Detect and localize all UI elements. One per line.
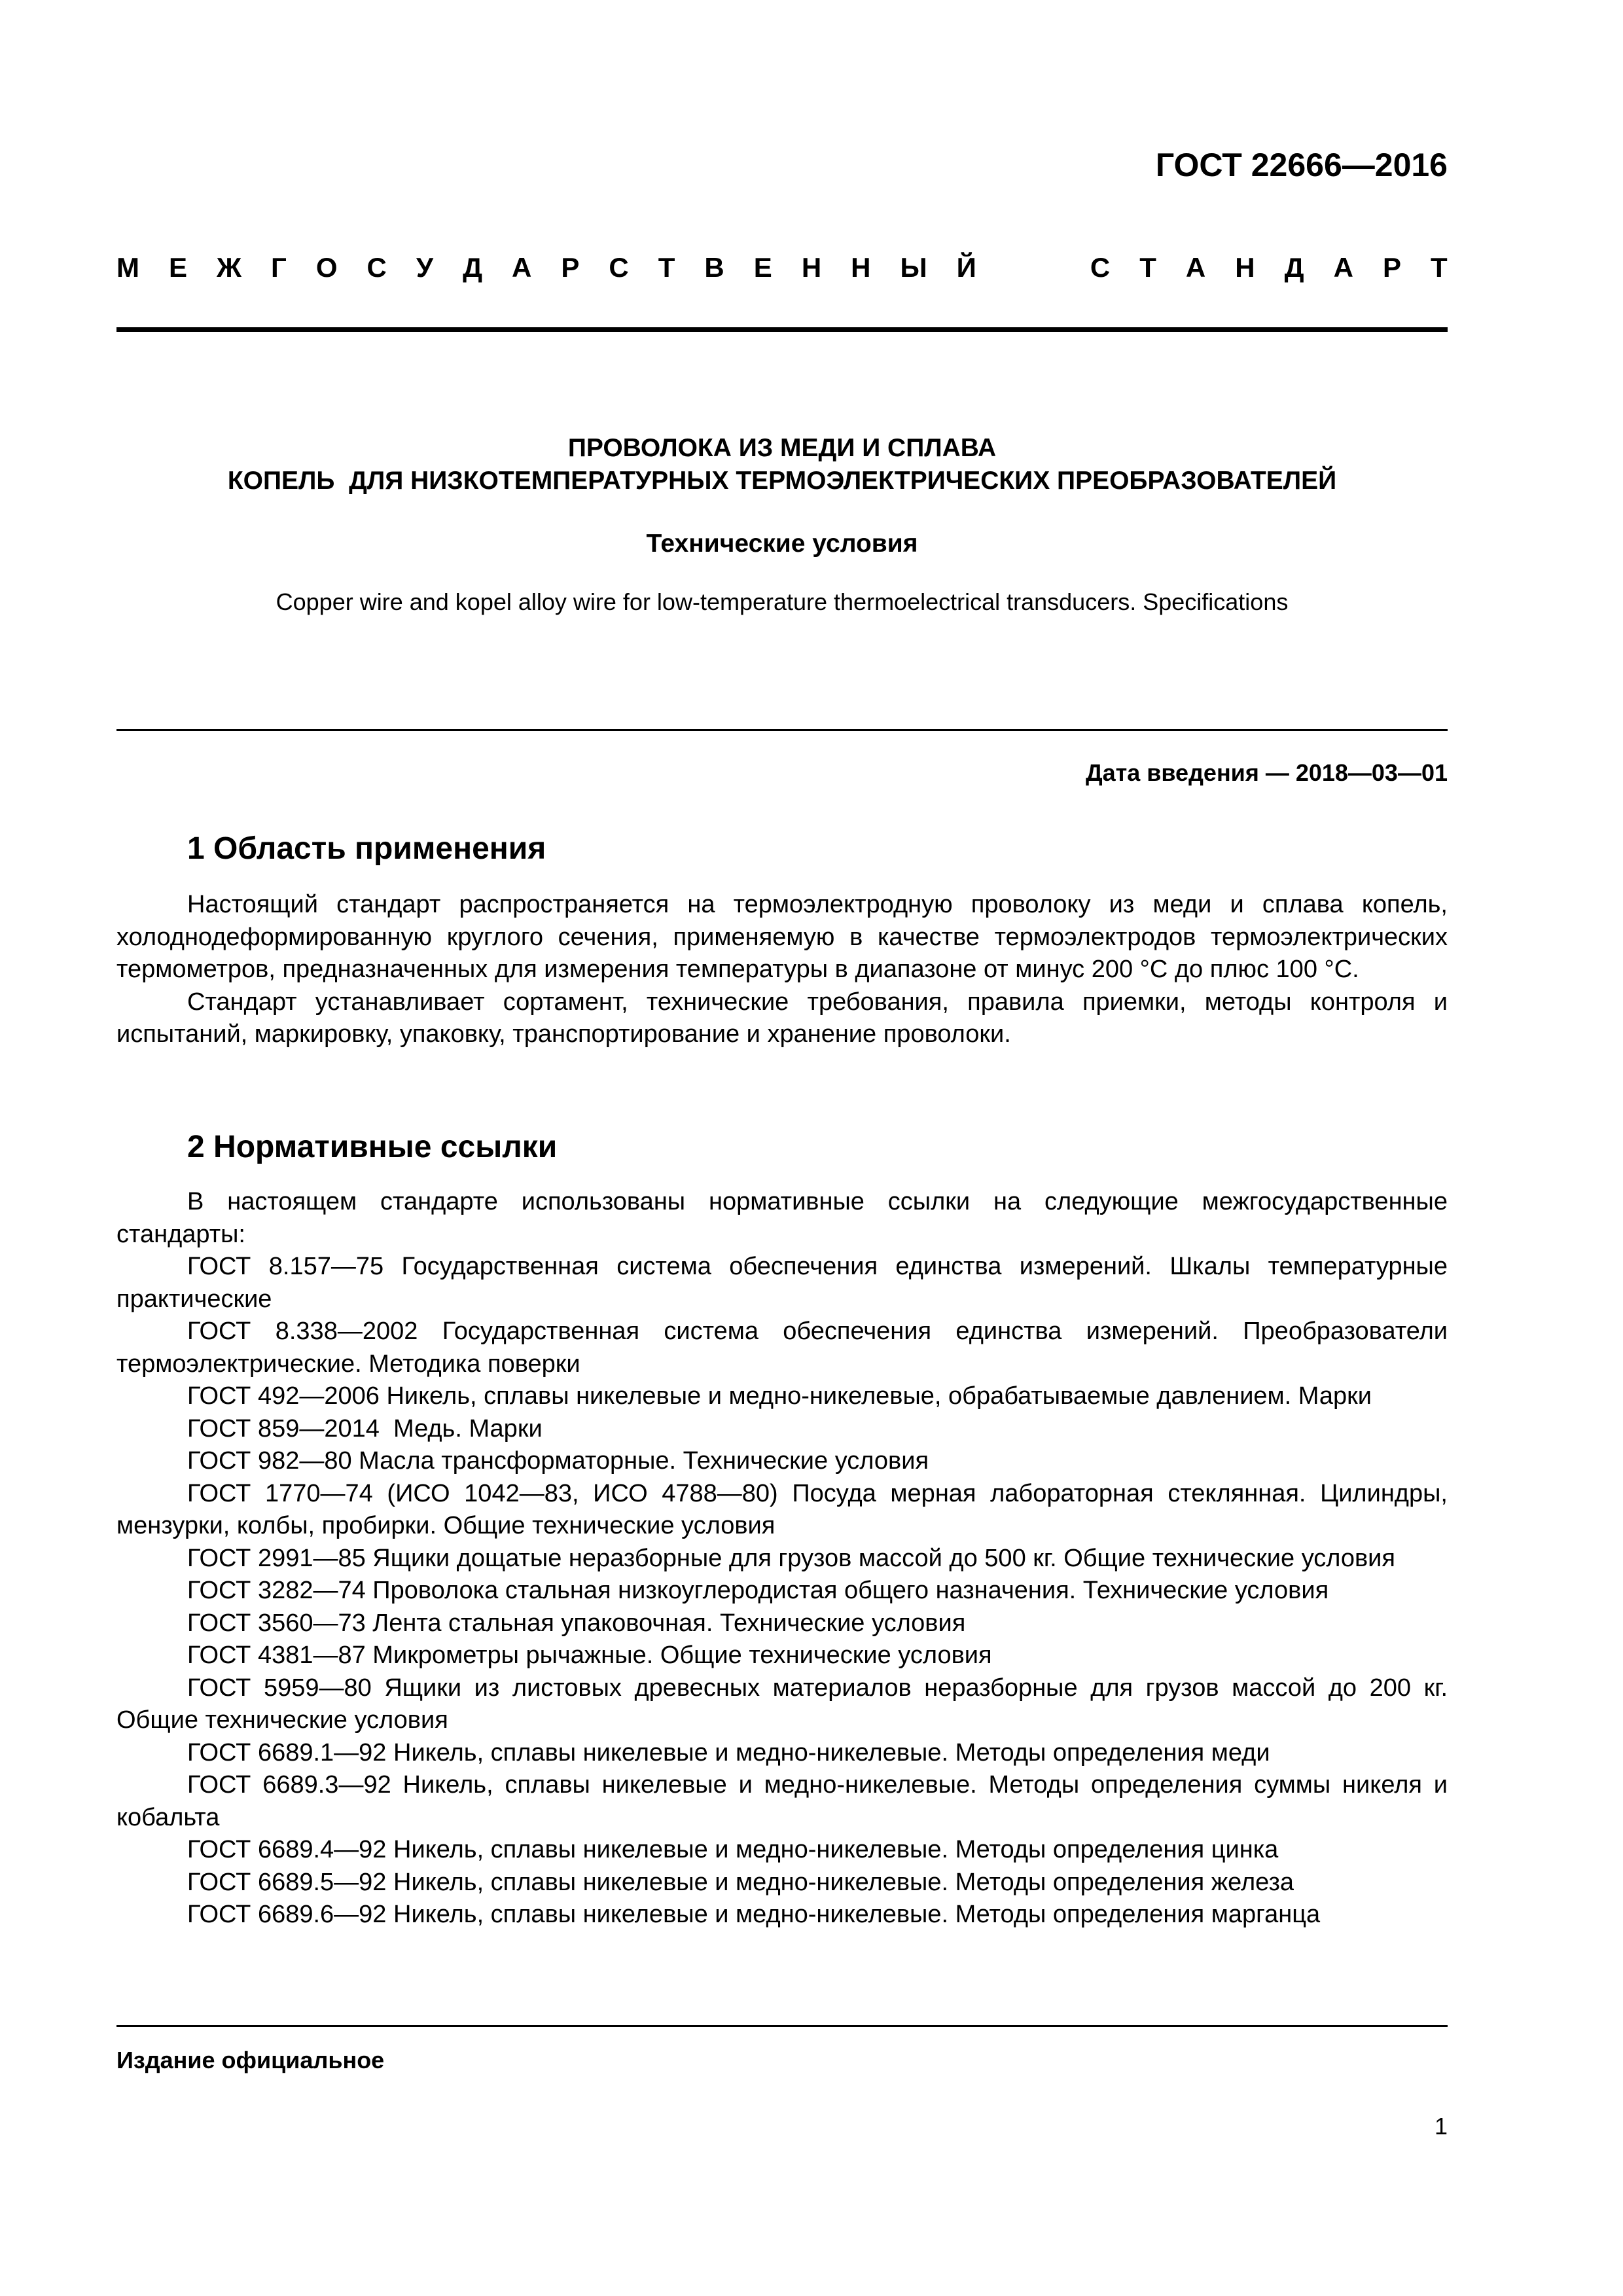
reference-item: ГОСТ 4381—87 Микрометры рычажные. Общие технические условия <box>187 1641 992 1669</box>
page-number: 1 <box>1434 2113 1448 2140</box>
title-line-1: ПРОВОЛОКА ИЗ МЕДИ И СПЛАВА <box>567 434 997 462</box>
banner-letter: С <box>1090 252 1111 283</box>
header-rule <box>116 327 1448 332</box>
banner-gap <box>1006 251 1061 284</box>
banner-letter: Е <box>753 252 772 283</box>
banner-letter: Д <box>463 252 482 283</box>
banner-letter: Ж <box>217 252 242 283</box>
reference-item: ГОСТ 6689.4—92 Никель, сплавы никелевые и медно-никелевые. Методы определения цинка <box>187 1836 1279 1863</box>
reference-item: ГОСТ 1770—74 (ИСО 1042—83, ИСО 4788—80) Посуда мерная лабораторная стеклянная. Цилиндры, мензурки, колбы, пробирки. Общие технические условия <box>116 1479 1448 1539</box>
banner-letter: Н <box>851 252 871 283</box>
banner-letter: Ы <box>900 252 927 283</box>
reference-item: ГОСТ 5959—80 Ящики из листовых древесных материалов неразборные для грузов массой до 200 кг. Общие технические условия <box>116 1674 1448 1734</box>
official-edition-label: Издание официальное <box>116 2047 385 2073</box>
reference-item: ГОСТ 8.338—2002 Государственная система обеспечения единства измерений. Преобразователи термоэлектрические. Методика поверки <box>116 1318 1448 1378</box>
section-2-body <box>116 1186 1448 1931</box>
reference-item: ГОСТ 859—2014 Медь. Марки <box>187 1414 543 1443</box>
reference-item: ГОСТ 492—2006 Никель, сплавы никелевые и медно-никелевые, обрабатываемые давлением. Марки <box>187 1382 1372 1410</box>
banner-letter: Е <box>169 252 188 283</box>
footer-rule <box>116 2025 1448 2027</box>
section-1-body <box>116 889 1448 1051</box>
reference-item: ГОСТ 982—80 Масла трансформаторные. Технические условия <box>187 1447 929 1475</box>
reference-item: ГОСТ 3560—73 Лента стальная упаковочная. Технические условия <box>187 1609 966 1637</box>
section-1-heading: 1 Область применения <box>187 831 546 866</box>
banner-letter: О <box>315 252 338 283</box>
banner-letter: Г <box>271 252 287 283</box>
document-page <box>116 0 1448 2296</box>
banner-letter: В <box>704 252 724 283</box>
reference-item: ГОСТ 8.157—75 Государственная система обеспечения единства измерений. Шкалы температурные практические <box>116 1253 1448 1313</box>
standard-type-banner <box>116 251 1448 284</box>
reference-item: ГОСТ 3282—74 Проволока стальная низкоуглеродистая общего назначения. Технические условия <box>187 1577 1329 1604</box>
banner-letter: Д <box>1284 252 1304 283</box>
document-number: ГОСТ 22666—2016 <box>1155 147 1448 183</box>
reference-item: ГОСТ 6689.5—92 Никель, сплавы никелевые и медно-никелевые. Методы определения железа <box>187 1868 1294 1896</box>
banner-letter: А <box>1333 252 1353 283</box>
banner-letter: С <box>609 252 629 283</box>
banner-letter: Т <box>658 252 675 283</box>
banner-letter: Р <box>561 252 580 283</box>
banner-letter: Н <box>801 252 822 283</box>
section-1-paragraph: Стандарт устанавливает сортамент, технические требования, правила приемки, методы контроля и испытаний, маркировку, упаковку, транспортирование и хранение проволоки. <box>116 988 1448 1048</box>
banner-letter: Н <box>1235 252 1255 283</box>
title-rule <box>116 729 1448 731</box>
reference-item: ГОСТ 6689.3—92 Никель, сплавы никелевые и медно-никелевые. Методы определения суммы никеля и кобальта <box>116 1771 1448 1831</box>
banner-letter: А <box>512 252 532 283</box>
introduction-date: Дата введения — 2018—03—01 <box>1085 759 1448 786</box>
document-subtitle: Технические условия <box>646 529 918 558</box>
section-1-paragraph: Настоящий стандарт распространяется на термоэлектродную проволоку из меди и сплава копель, холоднодеформированную круглого сечения, применяемую в качестве термоэлектродов термоэлектрических термометров, предназначенных для измерения температуры в диапазоне от минус 200 °С до плюс 100 °С. <box>116 891 1448 983</box>
banner-letter: М <box>116 252 139 283</box>
title-block <box>116 432 1448 618</box>
reference-item: ГОСТ 2991—85 Ящики дощатые неразборные для грузов массой до 500 кг. Общие технические условия <box>187 1544 1395 1572</box>
reference-item: ГОСТ 6689.1—92 Никель, сплавы никелевые и медно-никелевые. Методы определения меди <box>187 1738 1270 1767</box>
banner-letter: Т <box>1430 252 1448 283</box>
banner-letter: У <box>416 252 434 283</box>
english-title: Copper wire and kopel alloy wire for low-temperature thermoelectrical transducers. Specifications <box>276 588 1289 615</box>
section-2-heading: 2 Нормативные ссылки <box>187 1130 558 1164</box>
reference-paragraph: В настоящем стандарте использованы нормативные ссылки на следующие межгосударственные стандарты: <box>116 1188 1448 1248</box>
banner-letter: С <box>366 252 387 283</box>
banner-letter: Т <box>1139 252 1156 283</box>
banner-letter: Й <box>956 252 976 283</box>
banner-letter: А <box>1185 252 1206 283</box>
banner-letter: Р <box>1382 252 1401 283</box>
title-line-2: КОПЕЛЬ ДЛЯ НИЗКОТЕМПЕРАТУРНЫХ ТЕРМОЭЛЕКТРИЧЕСКИХ ПРЕОБРАЗОВАТЕЛЕЙ <box>227 467 1337 495</box>
reference-item: ГОСТ 6689.6—92 Никель, сплавы никелевые и медно-никелевые. Методы определения марганца <box>187 1901 1321 1928</box>
